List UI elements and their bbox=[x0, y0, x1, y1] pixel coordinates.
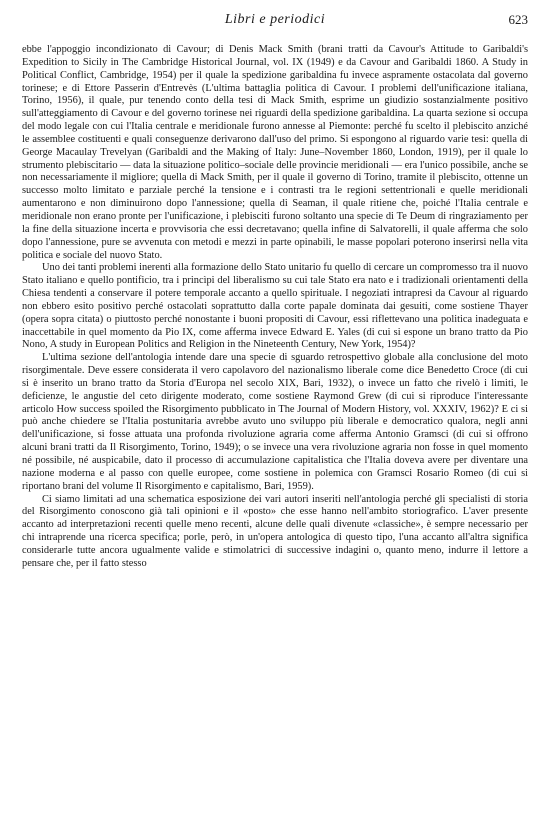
running-head bbox=[0, 12, 550, 32]
running-title: Libri e periodici bbox=[224, 12, 326, 27]
page-number: 623 bbox=[508, 12, 528, 27]
paragraph: Ci siamo limitati ad una schematica esposizione dei vari autori inseriti nell'antologia perché gli specialisti di storia del Risorgimento conoscono già tali opinioni e il «posto» che esse hanno nell'ambito storiografico. L'aver presente accanto ad interpretazioni recenti quelle meno recenti, alcune delle quali divenute «classiche», è sempre necessario per chi intraprende una ricerca specifica; porle, però, in un'opera antologica di questo tipo, l'una accanto all'altra significa considerarle tutte ancora ugualmente valide e stimolatrici di successive indagini o, quanto meno, indurre il lettore a pensare che, per il fatto stesso bbox=[22, 493, 528, 569]
paragraph: Uno dei tanti problemi inerenti alla formazione dello Stato unitario fu quello di cercare un compromesso tra il nuovo Stato italiano e quello pontificio, tra i princìpi del liberalismo su cui tale Stato era nato e i tradizionali orientamenti della Chiesa tendenti a conservare il potere temporale accanto a quello spirituale. I negoziati intrapresi da Cavour al riguardo non ebbero esito positivo perché ostacolati soprattutto dalla corte papale dominata dai gesuiti, come sostiene Thayer (opera sopra citata) o piuttosto perché nonostante i buoni propositi di Cavour, essi riflettevano una politica inadeguata e inaccettabile in quel momento da Pio IX, come afferma invece Edward E. Yales (di cui si espone un brano tratto da Pio Nono, A study in European Politics and Religion in the Nineteenth Century, New York, 1954)? bbox=[22, 262, 528, 351]
paragraph: L'ultima sezione dell'antologia intende dare una specie di sguardo retrospettivo globale alla conclusione del moto risorgimentale. Deve essere considerata il vero capolavoro del nazionalismo liberale come dice Benedetto Croce (di cui si è inserito un brano tratto da Storia d'Europa nel secolo XIX, Bari, 1932), o invece un fatto che rivelò i limiti, le deficienze, le angustie del ceto dirigente moderato, come sostiene Raymond Grew (di cui si riproduce l'interessante articolo How success spoiled the Risorgimento pubblicato in The Journal of Modern History, vol. XXXIV, 1962)? E ci si può anche chiedere se l'Italia postunitaria avrebbe avuto uno sviluppo più liberale e democratico qualora, negli anni dell'unificazione, si fosse attuata una profonda rivoluzione agraria come afferma Antonio Gramsci (di cui si offrono alcuni brani tratti da Il Risorgimento, Torino, 1949); o se invece una vera rivoluzione agraria non fosse in quel momento né possibile, né auspicabile, dato il processo di accumulazione capitalistica che l'Italia doveva avere per diventare una nazione moderna e al passo con quelle europee, come sostiene in polemica con Gramsci Rosario Romeo (di cui si riportano brani del volume Il Risorgimento e capitalismo, Bari, 1959). bbox=[22, 352, 528, 492]
body-text bbox=[22, 44, 528, 571]
paragraph: ebbe l'appoggio incondizionato di Cavour; di Denis Mack Smith (brani tratti da Cavour's Attitude to Garibaldi's Expedition to Sicily in The Cambridge Historical Journal, vol. IX (1949) e da Cavour and Garibaldi 1860. A Study in Political Conflict, Cambridge, 1954) per il quale la spedizione garibaldina fu invece aspramente ostacolata dal governo torinese; e di Ettore Passerin d'Entrevès (L'ultima battaglia politica di Cavour. I problemi dell'unificazione italiana, Torino, 1956), il quale, pur tenendo conto della tesi di Mack Smith, esprime un giudizio sostanzialmente positivo sull'atteggiamento di Cavour e del governo torinese nei riguardi della spedizione garibaldina. La quarta sezione si occupa del modo legale con cui l'Italia centrale e meridionale furono annesse al Piemonte: perché fu scelto il plebiscito anziché le assemblee costituenti e quali conseguenze derivarono dall'uso del primo. Si espongono al riguardo varie tesi: quella di George Macaulay Trevelyan (Garibaldi and the Making of Italy: June–November 1860, London, 1919), per il quale lo strumento plebiscitario — data la situazione politico–sociale delle provincie meridionali — era l'unico possibile, anche se non necessariamente il migliore; quella di Mack Smith, per il quale il governo di Torino, tramite il plebiscito, ottenne un successo molto limitato e parziale perché la tensione e i contrasti tra le regioni settentrionali e quelle meridionali aumentarono e non diminuirono dopo l'annessione; quella di Seaman, il quale ritiene che, poiché l'Italia centrale e meridionale non erano pronte per l'unificazione, i plebisciti furono soltanto una specie di Te Deum di ringraziamento per la fine della situazione incerta e provvisoria che essi decretavano; quella infine di Salvatorelli, il quale afferma che solo dopo l'annessione, pure se avvenuta con metodi e mezzi in parte opinabili, le masse popolari poterono inserirsi nella vita politica e sociale del nuovo Stato. bbox=[22, 44, 528, 261]
